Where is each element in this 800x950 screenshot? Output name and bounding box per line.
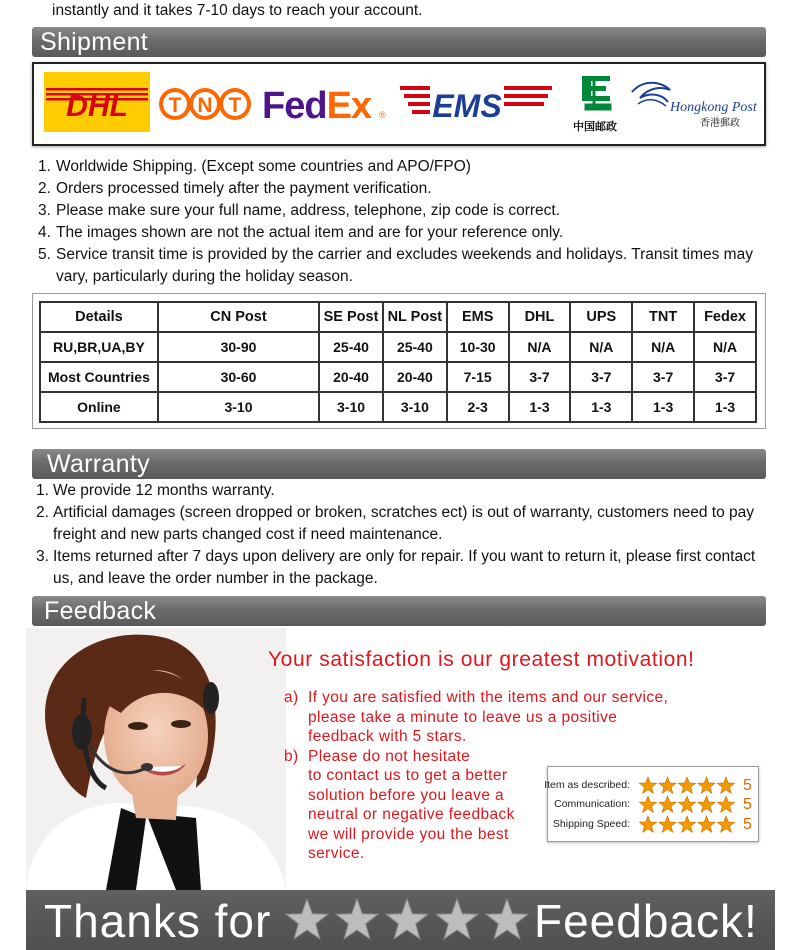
star-icon — [698, 816, 715, 832]
table-row — [40, 332, 756, 362]
carrier-logos — [34, 64, 764, 144]
table-cell: 25-40 — [319, 332, 383, 362]
table-header: Fedex — [694, 302, 756, 332]
tnt-letter-1: T — [168, 94, 182, 117]
list-item: 3. Please make sure your full name, address, telephone, zip code is correct. — [38, 202, 561, 219]
seller-rating-box — [544, 766, 759, 842]
table-header: TNT — [632, 302, 694, 332]
rating-row: Item as described: 5 — [544, 777, 752, 794]
star-icon — [436, 899, 478, 939]
china-post-text: 中国邮政 — [573, 120, 617, 133]
star-icon — [678, 796, 695, 812]
star-icon — [639, 816, 656, 832]
shipping-time-table — [39, 301, 757, 423]
star-icon — [336, 899, 378, 939]
list-item: 4. The images shown are not the actual item and are for your reference only. — [38, 224, 564, 241]
table-cell: Most Countries — [40, 362, 158, 392]
table-cell: 1-3 — [694, 392, 756, 422]
star-icon — [717, 816, 734, 832]
tnt-logo — [159, 88, 251, 120]
support-agent-photo — [26, 628, 286, 890]
tnt-letter-2: N — [197, 94, 213, 117]
warranty-terms-list — [36, 480, 771, 590]
table-header: NL Post — [383, 302, 447, 332]
star-icon — [678, 816, 695, 832]
rating-stars — [639, 815, 739, 835]
warranty-section-bar — [32, 449, 766, 479]
table-cell: 30-90 — [158, 332, 319, 362]
china-post-logo — [573, 76, 617, 133]
table-header: SE Post — [319, 302, 383, 332]
star-icon — [639, 777, 656, 793]
feedback-headline: Your satisfaction is our greatest motivation! — [268, 648, 695, 671]
table-cell: 3-7 — [570, 362, 632, 392]
star-icon — [286, 899, 328, 939]
dhl-wordmark: DHL — [66, 90, 128, 123]
star-icon — [659, 777, 676, 793]
table-header: CN Post — [158, 302, 319, 332]
ems-wordmark: EMS — [432, 88, 502, 124]
thanks-text-right: Feedback! — [534, 895, 758, 947]
intro-tail-text: instantly and it takes 7-10 days to reach your account. — [52, 2, 423, 19]
star-icon — [698, 796, 715, 812]
star-icon — [678, 777, 695, 793]
shipping-time-table-frame — [32, 293, 766, 429]
ems-logo — [400, 86, 552, 124]
star-icon — [659, 796, 676, 812]
warranty-title: Warranty — [47, 450, 150, 478]
tnt-letter-3: T — [228, 94, 242, 117]
table-cell: 20-40 — [383, 362, 447, 392]
table-cell: 7-15 — [447, 362, 509, 392]
feedback-section-bar — [32, 596, 766, 626]
table-cell: 3-10 — [319, 392, 383, 422]
thanks-text-left: Thanks for — [44, 895, 272, 947]
hongkong-post-cn: 香港郵政 — [700, 118, 740, 129]
carrier-logo-strip — [32, 62, 766, 146]
rating-stars — [639, 795, 739, 815]
list-item: 5. Service transit time is provided by the carrier and excludes weekends and holidays. Transit times may vary, particularly during the holiday season. — [38, 246, 753, 285]
list-item: 2. Artificial damages (screen dropped or broken, scratches ect) is out of warranty, customers need to pay freight and new parts changed cost if need maintenance. — [36, 504, 754, 543]
list-item: 1. Worldwide Shipping. (Except some countries and APO/FPO) — [38, 158, 471, 175]
star-icon — [698, 777, 715, 793]
table-header: EMS — [447, 302, 509, 332]
table-cell: 30-60 — [158, 362, 319, 392]
fedex-wordmark: FedEx — [262, 85, 372, 127]
shipping-terms-list — [38, 156, 758, 288]
list-item: 3. Items returned after 7 days upon delivery are only for repair. If you want to return it, please first contact us, and leave the order number in the package. — [36, 548, 756, 587]
list-item: 2. Orders processed timely after the payment verification. — [38, 180, 432, 197]
table-cell: 2-3 — [447, 392, 509, 422]
table-cell: 3-10 — [158, 392, 319, 422]
table-cell: N/A — [509, 332, 571, 362]
table-cell: 25-40 — [383, 332, 447, 362]
table-header: DHL — [509, 302, 571, 332]
table-cell: N/A — [632, 332, 694, 362]
table-row — [40, 362, 756, 392]
star-icon — [717, 796, 734, 812]
shipment-title: Shipment — [40, 28, 149, 56]
hongkong-post-logo — [632, 83, 758, 129]
rating-row: Shipping Speed: 5 — [552, 816, 752, 833]
shipment-section-bar — [32, 27, 766, 57]
feedback-point-b: b) Please do not hesitate to contact us to get a better solution before you leave a neutral or negative feedback we will provide you the best service. — [284, 747, 515, 862]
table-cell: 3-7 — [694, 362, 756, 392]
table-cell: Online — [40, 392, 158, 422]
table-cell: N/A — [694, 332, 756, 362]
star-icon — [659, 816, 676, 832]
svg-text:®: ® — [379, 110, 386, 120]
rating-stars — [639, 776, 739, 796]
hongkong-post-en: Hongkong Post — [670, 100, 757, 115]
table-cell: 3-7 — [509, 362, 571, 392]
table-cell: 20-40 — [319, 362, 383, 392]
star-icon — [386, 899, 428, 939]
star-icon — [639, 796, 656, 812]
feedback-point-a: a) If you are satisfied with the items and our service, please take a minute to leave us a positive feedback with 5 stars. — [284, 689, 669, 745]
table-cell: 10-30 — [447, 332, 509, 362]
table-cell: 1-3 — [570, 392, 632, 422]
table-header-row — [40, 302, 756, 332]
table-header: Details — [40, 302, 158, 332]
rating-row: Communication: 5 — [554, 796, 752, 813]
table-header: UPS — [570, 302, 632, 332]
table-cell: 3-7 — [632, 362, 694, 392]
star-icon — [717, 777, 734, 793]
table-cell: 3-10 — [383, 392, 447, 422]
thanks-stars — [282, 896, 532, 944]
star-icon — [486, 899, 528, 939]
table-cell: 1-3 — [632, 392, 694, 422]
list-item: 1. We provide 12 months warranty. — [36, 482, 275, 499]
table-cell: N/A — [570, 332, 632, 362]
fedex-logo — [262, 85, 386, 127]
dhl-logo — [44, 72, 150, 132]
table-row — [40, 392, 756, 422]
thanks-banner — [26, 890, 775, 950]
table-cell: 1-3 — [509, 392, 571, 422]
feedback-title: Feedback — [44, 597, 157, 625]
table-cell: RU,BR,UA,BY — [40, 332, 158, 362]
